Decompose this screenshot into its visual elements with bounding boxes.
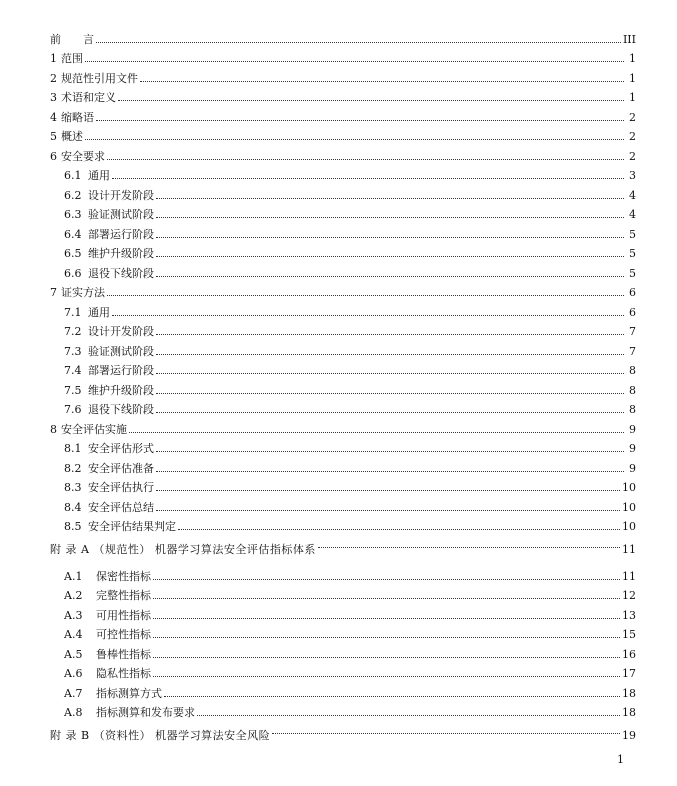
toc-entry-number: A.7: [64, 686, 83, 700]
toc-entry-title: 缩略语: [61, 110, 94, 124]
toc-entry-number: 4: [50, 110, 57, 124]
toc-entry-title: 验证测试阶段: [88, 208, 154, 221]
toc-entry-label: [64, 169, 110, 182]
toc-entry-label: [50, 52, 83, 65]
toc-entry[interactable]: [50, 124, 636, 144]
toc-entry-label: [50, 111, 94, 124]
toc-entry-number: 2: [50, 71, 57, 85]
dot-leader: [153, 637, 620, 638]
toc-entry[interactable]: [50, 26, 636, 46]
toc-entry-label: [64, 609, 151, 622]
dot-leader: [118, 100, 624, 101]
toc-entry-page: 2: [629, 130, 636, 143]
toc-entry-label: [50, 423, 127, 436]
toc-entry-label: [64, 345, 154, 358]
dot-leader: [112, 178, 624, 179]
dot-leader: [272, 733, 620, 734]
toc-entry[interactable]: [50, 494, 636, 514]
dot-leader: [153, 618, 620, 619]
toc-entry-label: [64, 706, 195, 719]
dot-leader: [156, 510, 620, 511]
toc-entry-number: A.1: [64, 569, 83, 583]
toc-entry-page: 18: [622, 686, 636, 700]
toc-entry-number: 6.3: [64, 208, 82, 221]
toc-entry-page: 8: [629, 364, 636, 377]
dot-leader: [156, 256, 624, 257]
toc-entry-label: [64, 267, 154, 280]
toc-entry-number: 8.1: [64, 442, 82, 455]
toc-entry-label: [64, 687, 162, 700]
toc-entry[interactable]: [50, 514, 636, 534]
dot-leader: [140, 81, 624, 82]
toc-entry-page: 17: [622, 667, 636, 680]
toc-entry[interactable]: [50, 416, 636, 436]
toc-entry[interactable]: [50, 436, 636, 456]
dot-leader: [164, 696, 620, 697]
toc-entry-title: 范围: [61, 52, 83, 65]
page-number: 1: [617, 753, 624, 766]
dot-leader: [178, 529, 620, 530]
toc-entry-number: 7: [50, 286, 57, 299]
toc-entry-number: 8.5: [64, 520, 82, 533]
dot-leader: [96, 120, 624, 121]
toc-entry-title: 验证测试阶段: [88, 344, 154, 358]
toc-entry-page: 3: [629, 169, 636, 182]
toc-entry-number: 1: [50, 52, 57, 65]
toc-entry[interactable]: [50, 397, 636, 417]
toc-entry-label: [64, 462, 154, 475]
dot-leader: [156, 276, 624, 277]
toc-entry-title: 部署运行阶段: [88, 364, 154, 377]
toc-entry-title: 附 录 B （资料性） 机器学习算法安全风险: [50, 728, 271, 742]
toc-entry-label: [64, 520, 176, 533]
toc-entry[interactable]: [50, 358, 636, 378]
toc-entry-title: 隐私性指标: [96, 667, 151, 680]
toc-entry[interactable]: [50, 46, 636, 66]
toc-entry[interactable]: [50, 602, 636, 622]
toc-entry-label: [64, 364, 154, 377]
toc-entry-number: A.2: [64, 589, 83, 602]
toc-entry[interactable]: [50, 661, 636, 681]
toc-entry-page: 4: [629, 188, 636, 202]
toc-entry-label: [50, 150, 105, 163]
dot-leader: [156, 451, 624, 452]
toc-entry-page: 13: [622, 608, 636, 622]
dot-leader: [153, 598, 620, 599]
toc-entry-page: 7: [629, 325, 636, 338]
table-of-contents: [50, 26, 636, 749]
toc-entry-number: A.8: [64, 706, 83, 719]
toc-entry-label: [50, 33, 94, 46]
toc-entry-number: 7.4: [64, 364, 82, 377]
toc-entry-title: 附 录 A （规范性） 机器学习算法安全评估指标体系: [50, 542, 316, 556]
toc-entry-number: 6.1: [64, 169, 82, 182]
toc-entry-label: [64, 189, 154, 202]
toc-entry-label: [64, 325, 154, 338]
toc-entry-page: 6: [629, 286, 636, 299]
toc-entry-label: [64, 648, 151, 661]
toc-entry-title: 可用性指标: [96, 608, 151, 622]
dot-leader: [153, 579, 620, 580]
toc-entry-page: 9: [629, 442, 636, 455]
toc-entry[interactable]: [50, 65, 636, 85]
dot-leader: [156, 471, 624, 472]
toc-entry-number: 7.1: [64, 305, 82, 319]
dot-leader: [156, 334, 624, 335]
toc-entry-label: [64, 403, 154, 416]
dot-leader: [153, 657, 620, 658]
toc-entry[interactable]: [50, 533, 636, 563]
toc-entry-label: [50, 72, 138, 85]
dot-leader: [156, 237, 624, 238]
toc-entry-page: 19: [622, 728, 636, 742]
toc-entry-number: 7.2: [64, 325, 82, 338]
toc-entry-title: 可控性指标: [96, 628, 151, 641]
toc-entry-page: 2: [629, 149, 636, 163]
toc-entry[interactable]: [50, 475, 636, 495]
toc-entry[interactable]: [50, 622, 636, 642]
toc-entry-number: 7.5: [64, 383, 82, 397]
toc-entry-title: 概述: [61, 130, 83, 143]
toc-entry-page: 1: [629, 52, 636, 65]
toc-entry-title: 证实方法: [61, 286, 105, 299]
toc-entry-label: [64, 442, 154, 455]
toc-entry-page: 9: [629, 422, 636, 436]
toc-entry-page: 8: [629, 383, 636, 397]
toc-entry-page: 10: [622, 481, 636, 494]
toc-entry-number: 8.2: [64, 461, 82, 475]
toc-entry-number: 6.2: [64, 188, 82, 202]
toc-entry-number: A.5: [64, 647, 83, 661]
dot-leader: [197, 715, 620, 716]
toc-entry-label: [50, 543, 316, 556]
toc-entry[interactable]: [50, 563, 636, 583]
toc-entry-number: 5: [50, 130, 57, 143]
toc-entry[interactable]: [50, 182, 636, 202]
toc-entry-label: [64, 667, 151, 680]
toc-entry-number: 8.3: [64, 481, 82, 494]
toc-entry[interactable]: [50, 455, 636, 475]
toc-entry-title: 通用: [88, 305, 110, 319]
toc-entry[interactable]: [50, 319, 636, 339]
toc-entry-title: 退役下线阶段: [88, 266, 154, 280]
toc-entry-page: 4: [629, 208, 636, 221]
toc-entry[interactable]: [50, 202, 636, 222]
toc-entry-number: 6: [50, 149, 57, 163]
toc-entry-title: 安全评估准备: [88, 461, 154, 475]
toc-entry-label: [64, 589, 151, 602]
toc-entry[interactable]: [50, 641, 636, 661]
toc-entry-page: 5: [629, 247, 636, 260]
toc-entry-label: [50, 729, 270, 742]
toc-entry-title: 保密性指标: [96, 569, 151, 583]
toc-entry-page: 15: [622, 628, 636, 641]
toc-entry-title: 通用: [88, 169, 110, 182]
toc-entry-title: 安全评估实施: [61, 422, 127, 436]
toc-entry-number: 8.4: [64, 500, 82, 514]
toc-entry-label: [64, 208, 154, 221]
dot-leader: [107, 295, 624, 296]
toc-entry[interactable]: [50, 719, 636, 749]
dot-leader: [85, 61, 624, 62]
toc-entry-title: 安全评估形式: [88, 442, 154, 455]
toc-entry-label: [64, 306, 110, 319]
toc-entry-page: 7: [629, 344, 636, 358]
toc-entry-number: 7.3: [64, 344, 82, 358]
dot-leader: [153, 676, 620, 677]
toc-entry-page: III: [622, 32, 636, 46]
toc-entry-label: [50, 286, 105, 299]
toc-entry-page: 1: [629, 71, 636, 85]
toc-entry-title: 部署运行阶段: [88, 227, 154, 241]
toc-entry[interactable]: [50, 104, 636, 124]
toc-entry-title: 设计开发阶段: [88, 188, 154, 202]
toc-entry-page: 5: [629, 227, 636, 241]
toc-entry-number: 6.5: [64, 247, 82, 260]
dot-leader: [112, 315, 624, 316]
toc-entry-page: 10: [622, 500, 636, 514]
toc-entry[interactable]: [50, 241, 636, 261]
toc-entry-page: 10: [622, 520, 636, 533]
toc-entry-label: [64, 501, 154, 514]
toc-entry[interactable]: [50, 299, 636, 319]
dot-leader: [318, 547, 620, 548]
toc-entry[interactable]: [50, 377, 636, 397]
toc-entry-title: 安全评估执行: [88, 481, 154, 494]
toc-entry-page: 9: [629, 461, 636, 475]
toc-entry-title: 术语和定义: [61, 91, 116, 104]
toc-entry-page: 2: [629, 110, 636, 124]
toc-entry[interactable]: [50, 260, 636, 280]
toc-entry-title: 完整性指标: [96, 589, 151, 602]
dot-leader: [156, 412, 624, 413]
toc-entry-title: 指标测算方式: [96, 686, 162, 700]
toc-entry-page: 16: [622, 647, 636, 661]
toc-entry[interactable]: [50, 338, 636, 358]
toc-entry-number: 7.6: [64, 403, 82, 416]
toc-entry[interactable]: [50, 700, 636, 720]
toc-entry-page: 8: [629, 403, 636, 416]
toc-entry[interactable]: [50, 85, 636, 105]
toc-entry-label: [64, 628, 151, 641]
toc-entry-title: 安全评估总结: [88, 500, 154, 514]
dot-leader: [156, 373, 624, 374]
toc-entry-label: [64, 384, 154, 397]
dot-leader: [96, 42, 621, 43]
toc-entry-label: [64, 228, 154, 241]
dot-leader: [156, 198, 624, 199]
toc-entry-label: [64, 247, 154, 260]
toc-entry[interactable]: [50, 163, 636, 183]
toc-entry-title: 鲁棒性指标: [96, 647, 151, 661]
toc-entry[interactable]: [50, 280, 636, 300]
toc-entry[interactable]: [50, 143, 636, 163]
toc-entry-page: 5: [629, 266, 636, 280]
toc-entry-page: 18: [622, 706, 636, 719]
dot-leader: [85, 139, 624, 140]
toc-entry-page: 11: [622, 569, 636, 583]
toc-entry-number: 6.4: [64, 227, 82, 241]
toc-entry-title: 规范性引用文件: [61, 71, 138, 85]
toc-entry[interactable]: [50, 583, 636, 603]
toc-entry-page: 1: [629, 91, 636, 104]
dot-leader: [107, 159, 624, 160]
toc-entry-number: 3: [50, 91, 57, 104]
toc-entry-title: 退役下线阶段: [88, 403, 154, 416]
toc-entry-title: 安全评估结果判定: [88, 520, 176, 533]
toc-entry[interactable]: [50, 680, 636, 700]
dot-leader: [156, 393, 624, 394]
dot-leader: [156, 354, 624, 355]
toc-entry-number: 6.6: [64, 266, 82, 280]
toc-entry[interactable]: [50, 221, 636, 241]
toc-entry-title: 设计开发阶段: [88, 325, 154, 338]
dot-leader: [156, 490, 620, 491]
toc-entry-title: 安全要求: [61, 149, 105, 163]
toc-entry-label: [50, 91, 116, 104]
toc-entry-label: [64, 481, 154, 494]
toc-entry-title: 维护升级阶段: [88, 247, 154, 260]
toc-entry-number: A.4: [64, 628, 83, 641]
toc-entry-number: A.6: [64, 667, 83, 680]
toc-entry-page: 12: [622, 589, 636, 602]
dot-leader: [129, 432, 624, 433]
toc-entry-title: 指标测算和发布要求: [96, 706, 195, 719]
toc-entry-number: 8: [50, 422, 57, 436]
toc-entry-title: 前 言: [50, 32, 94, 46]
toc-entry-label: [50, 130, 83, 143]
dot-leader: [156, 217, 624, 218]
toc-entry-page: 6: [629, 305, 636, 319]
toc-entry-label: [64, 570, 151, 583]
toc-entry-page: 11: [622, 542, 636, 556]
toc-entry-title: 维护升级阶段: [88, 383, 154, 397]
toc-entry-number: A.3: [64, 608, 83, 622]
